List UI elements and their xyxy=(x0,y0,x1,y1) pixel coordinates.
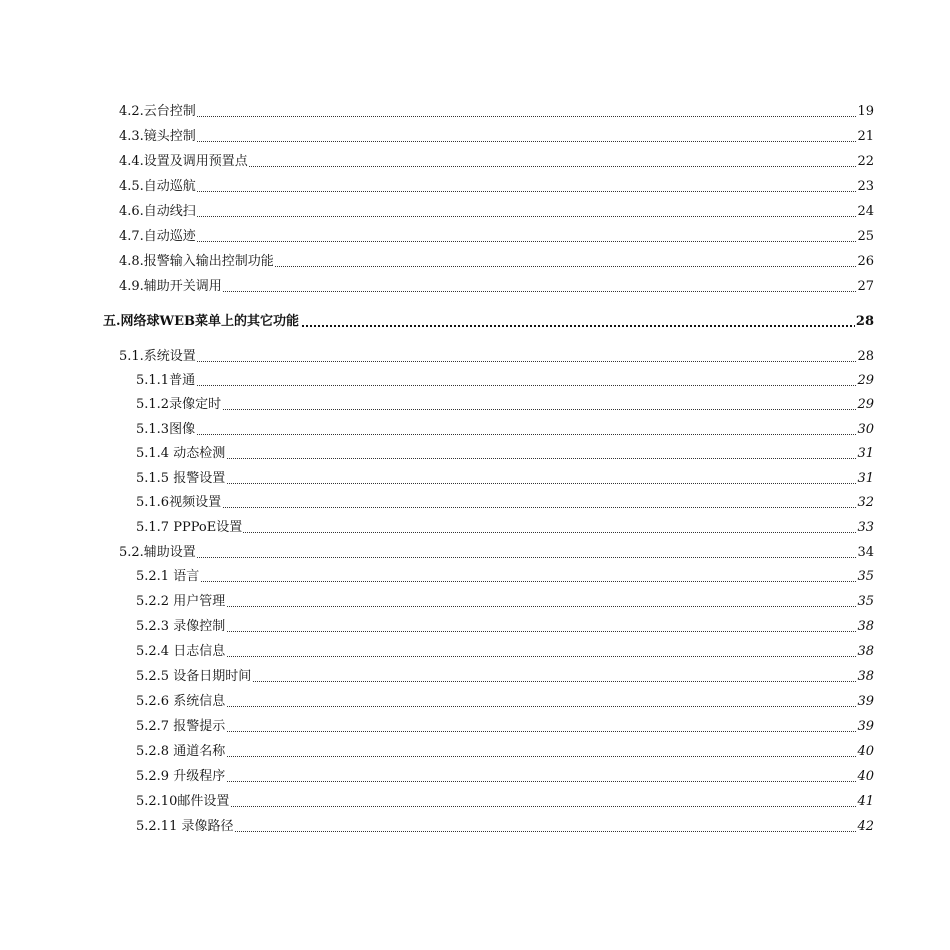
toc-entry-label: 5.2.10邮件设置 xyxy=(136,792,230,812)
toc-page-number: 35 xyxy=(856,592,874,612)
toc-entry-label: 5.2.4 日志信息 xyxy=(136,642,226,662)
toc-leader-dots xyxy=(138,483,860,484)
toc-entry[interactable] xyxy=(0,102,950,122)
toc-page-number: 28 xyxy=(855,312,874,332)
toc-page-number: 22 xyxy=(856,152,874,172)
toc-page-number: 19 xyxy=(856,102,874,122)
toc-entry-label: 5.2.1 语言 xyxy=(136,567,200,587)
toc-leader-dots xyxy=(138,581,860,582)
toc-leader-dots xyxy=(138,656,860,657)
toc-page-number: 41 xyxy=(856,792,874,812)
toc-leader-dots xyxy=(138,458,860,459)
toc-entry-label: 五.网络球WEB菜单上的其它功能 xyxy=(103,312,300,332)
toc-leader-dots xyxy=(138,409,860,410)
toc-entry[interactable] xyxy=(0,667,950,687)
toc-entry[interactable] xyxy=(0,742,950,762)
toc-page-number: 31 xyxy=(856,444,874,464)
toc-page-number: 27 xyxy=(856,277,874,297)
toc-leader-dots xyxy=(121,141,860,142)
toc-leader-dots xyxy=(138,606,860,607)
toc-entry-label: 5.2.6 系统信息 xyxy=(136,692,226,712)
toc-entry[interactable] xyxy=(0,469,950,489)
toc-entry[interactable] xyxy=(0,252,950,272)
toc-leader-dots xyxy=(121,291,860,292)
toc-entry-label: 5.1.3图像 xyxy=(136,420,196,440)
toc-entry[interactable] xyxy=(0,617,950,637)
toc-entry[interactable] xyxy=(0,202,950,222)
toc-entry-label: 4.7.自动巡迹 xyxy=(119,227,197,247)
toc-page-number: 25 xyxy=(856,227,874,247)
toc-entry[interactable] xyxy=(0,312,950,332)
toc-entry-label: 4.8.报警输入输出控制功能 xyxy=(119,252,275,272)
toc-leader-dots xyxy=(138,507,860,508)
toc-leader-dots xyxy=(138,631,860,632)
toc-page-number: 23 xyxy=(856,177,874,197)
toc-entry[interactable] xyxy=(0,444,950,464)
toc-page-number: 26 xyxy=(856,252,874,272)
toc-leader-dots xyxy=(121,241,860,242)
toc-entry-label: 5.1.4 动态检测 xyxy=(136,444,226,464)
toc-entry[interactable] xyxy=(0,277,950,297)
toc-entry[interactable] xyxy=(0,227,950,247)
toc-entry[interactable] xyxy=(0,792,950,812)
toc-leader-dots xyxy=(138,806,860,807)
toc-leader-dots xyxy=(121,191,860,192)
toc-entry-label: 5.2.11 录像路径 xyxy=(136,817,234,837)
toc-page-number: 29 xyxy=(856,395,874,415)
toc-page-number: 31 xyxy=(856,469,874,489)
toc-entry[interactable] xyxy=(0,592,950,612)
toc-entry[interactable] xyxy=(0,692,950,712)
toc-leader-dots xyxy=(121,557,860,558)
toc-entry[interactable] xyxy=(0,567,950,587)
toc-entry-label: 5.2.9 升级程序 xyxy=(136,767,226,787)
toc-entry-label: 4.6.自动线扫 xyxy=(119,202,197,222)
toc-leader-dots xyxy=(138,532,860,533)
toc-page-number: 34 xyxy=(856,543,874,563)
toc-page-number: 35 xyxy=(856,567,874,587)
toc-entry-label: 5.1.2录像定时 xyxy=(136,395,222,415)
toc-page-number: 21 xyxy=(856,127,874,147)
toc-page-number: 24 xyxy=(856,202,874,222)
toc-leader-dots xyxy=(138,434,860,435)
toc-entry-label: 5.2.2 用户管理 xyxy=(136,592,226,612)
toc-entry[interactable] xyxy=(0,543,950,563)
toc-entry-label: 5.1.6视频设置 xyxy=(136,493,222,513)
toc-entry-label: 4.9.辅助开关调用 xyxy=(119,277,223,297)
toc-leader-dots xyxy=(121,361,860,362)
toc-page-number: 39 xyxy=(856,717,874,737)
toc-entry-label: 5.1.1普通 xyxy=(136,371,196,391)
toc-entry-label: 4.3.镜头控制 xyxy=(119,127,197,147)
toc-entry[interactable] xyxy=(0,347,950,367)
toc-entry-label: 5.2.3 录像控制 xyxy=(136,617,226,637)
toc-entry-label: 5.2.5 设备日期时间 xyxy=(136,667,252,687)
toc-entry[interactable] xyxy=(0,127,950,147)
toc-leader-dots xyxy=(138,831,860,832)
toc-entry[interactable] xyxy=(0,395,950,415)
toc-entry-label: 5.2.7 报警提示 xyxy=(136,717,226,737)
toc-page-number: 40 xyxy=(856,767,874,787)
toc-page-number: 38 xyxy=(856,617,874,637)
toc-page-number: 33 xyxy=(856,518,874,538)
toc-entry[interactable] xyxy=(0,518,950,538)
toc-page-number: 40 xyxy=(856,742,874,762)
toc-page-number: 30 xyxy=(856,420,874,440)
toc-entry[interactable] xyxy=(0,152,950,172)
toc-entry-label: 5.2.8 通道名称 xyxy=(136,742,226,762)
toc-leader-dots xyxy=(121,116,860,117)
toc-entry-label: 4.2.云台控制 xyxy=(119,102,197,122)
toc-entry[interactable] xyxy=(0,420,950,440)
toc-entry-label: 4.5.自动巡航 xyxy=(119,177,197,197)
toc-entry-label: 5.1.5 报警设置 xyxy=(136,469,226,489)
toc-entry-label: 5.1.7 PPPoE设置 xyxy=(136,518,243,538)
toc-page-number: 32 xyxy=(856,493,874,513)
toc-entry[interactable] xyxy=(0,717,950,737)
toc-page-number: 38 xyxy=(856,667,874,687)
toc-entry[interactable] xyxy=(0,177,950,197)
toc-entry-label: 5.2.辅助设置 xyxy=(119,543,197,563)
toc-leader-dots xyxy=(138,385,860,386)
toc-page-number: 39 xyxy=(856,692,874,712)
toc-entry-label: 5.1.系统设置 xyxy=(119,347,197,367)
toc-leader-dots xyxy=(138,731,860,732)
toc-entry[interactable] xyxy=(0,493,950,513)
toc-entry[interactable] xyxy=(0,767,950,787)
toc-entry[interactable] xyxy=(0,371,950,391)
toc-leader-dots xyxy=(138,756,860,757)
toc-leader-dots xyxy=(138,781,860,782)
toc-entry[interactable] xyxy=(0,817,950,837)
toc-page-number: 29 xyxy=(856,371,874,391)
toc-page-number: 38 xyxy=(856,642,874,662)
toc-page-number: 28 xyxy=(856,347,874,367)
toc-leader-dots xyxy=(138,706,860,707)
toc-page-number: 42 xyxy=(856,817,874,837)
toc-entry-label: 4.4.设置及调用预置点 xyxy=(119,152,249,172)
toc-entry[interactable] xyxy=(0,642,950,662)
toc-leader-dots xyxy=(121,216,860,217)
